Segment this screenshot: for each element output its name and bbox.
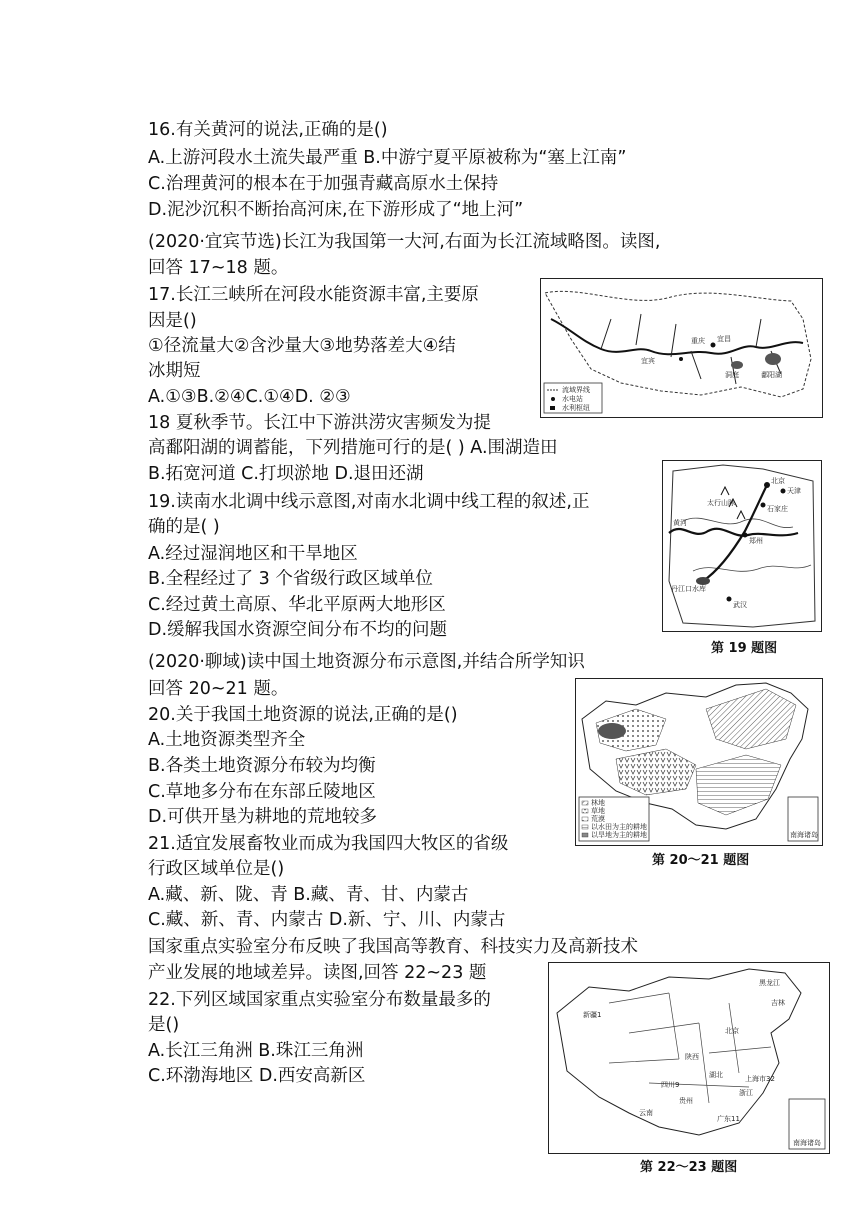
land-resources-map <box>575 678 823 846</box>
q19-option-d: D.缓解我国水资源空间分布不均的问题 <box>148 620 448 640</box>
map-label-shaanxi: 陕西 <box>685 1053 699 1061</box>
legend-paddy: 以水田为主的耕地 <box>591 823 647 831</box>
fig20-caption: 第 20～21 题图 <box>652 853 750 868</box>
map-label-danjiangkou: 丹江口水库 <box>671 585 706 593</box>
map-label-beijing: 北京 <box>771 477 785 485</box>
map-label-zhejiang: 浙江 <box>739 1089 753 1097</box>
map-label-shijiazhuang: 石家庄 <box>767 505 788 513</box>
map-label-huanghe: 黄河 <box>673 519 687 527</box>
q19-stem-line2: 确的是( ) <box>148 517 220 537</box>
q19-stem-line1: 19.读南水北调中线示意图,对南水北调中线工程的叙述,正 <box>148 492 590 512</box>
map-label-guangdong: 广东11 <box>717 1115 740 1123</box>
q21-stem-line2: 行政区域单位是() <box>148 859 285 879</box>
legend-boundary: 流域界线 <box>562 386 590 394</box>
q21-stem-line1: 21.适宜发展畜牧业而成为我国四大牧区的省级 <box>148 834 509 854</box>
q16-option-d: D.泥沙沉积不断抬高河床,在下游形成了“地上河” <box>148 200 524 220</box>
fig19-caption: 第 19 题图 <box>711 641 778 656</box>
map-label-yichang: 宜昌 <box>717 335 731 343</box>
q20-option-c: C.草地多分布在东部丘陵地区 <box>148 782 376 802</box>
map-label-poyang: 鄱阳湖 <box>761 371 782 379</box>
map-label-jilin: 吉林 <box>771 999 785 1007</box>
map-label-zhengzhou: 郑州 <box>749 537 763 545</box>
q17-stem-line1: 17.长江三峡所在河段水能资源丰富,主要原 <box>148 285 479 305</box>
q20-stem: 20.关于我国土地资源的说法,正确的是() <box>148 705 458 725</box>
q19-option-c: C.经过黄土高原、华北平原两大地形区 <box>148 595 446 615</box>
map-label-shanghai: 上海市32 <box>745 1075 775 1083</box>
inset-label: 南海诸岛 <box>793 1139 821 1147</box>
map-label-sichuan: 四川9 <box>661 1081 680 1089</box>
key-labs-map <box>548 962 830 1154</box>
legend-hub: 水利枢纽 <box>562 404 590 412</box>
q18-stem-line1: 18 夏秋季节。长江中下游洪涝灾害频发为提 <box>148 413 491 433</box>
map-label-dongting: 洞庭 <box>725 371 739 379</box>
q20-option-d: D.可供开垦为耕地的荒地较多 <box>148 807 378 827</box>
q22-stem-line2: 是() <box>148 1015 180 1035</box>
intro-20-21-line2: 回答 20~21 题。 <box>148 679 289 699</box>
q17-options-line2: 冰期短 <box>148 361 201 381</box>
intro-20-21-line1: (2020·聊域)读中国土地资源分布示意图,并结合所学知识 <box>148 652 585 672</box>
map-label-xinjiang: 新疆1 <box>583 1011 602 1019</box>
intro-17-18-line1: (2020·宜宾节选)长江为我国第一大河,右面为长江流域略图。读图, <box>148 232 661 252</box>
yangtze-basin-map <box>540 278 823 418</box>
legend-forest: 林地 <box>591 799 605 807</box>
map-label-chongqing: 重庆 <box>691 337 705 345</box>
legend-grassland: 草地 <box>591 807 605 815</box>
map-label-guizhou: 贵州 <box>679 1097 693 1105</box>
q16-stem: 16.有关黄河的说法,正确的是() <box>148 120 388 140</box>
map-label-hubei: 湖北 <box>709 1071 723 1079</box>
q18-stem-line2: 高鄱阳湖的调蓄能，下列措施可行的是( ) A.围湖造田 <box>148 438 558 458</box>
q16-option-c: C.治理黄河的根本在于加强青藏高原水土保持 <box>148 174 499 194</box>
q17-choices: A.①③B.②④C.①④D. ②③ <box>148 387 351 407</box>
map-label-taihang: 太行山脉 <box>707 499 735 507</box>
q22-options-ab: A.长江三角洲 B.珠江三角洲 <box>148 1041 364 1061</box>
q19-option-a: A.经过湿润地区和干旱地区 <box>148 544 358 564</box>
map-label-wuhan: 武汉 <box>733 601 747 609</box>
q17-options-line1: ①径流量大②含沙量大③地势落差大④结 <box>148 336 456 356</box>
intro-22-23-line2: 产业发展的地域差异。读图,回答 22~23 题 <box>148 963 487 983</box>
map-label-beijing: 北京 <box>725 1027 739 1035</box>
q18-choices: B.拓宽河道 C.打坝淤地 D.退田还湖 <box>148 464 424 484</box>
water-transfer-map <box>662 460 822 632</box>
q21-options-cd: C.藏、新、青、内蒙古 D.新、宁、川、内蒙古 <box>148 910 506 930</box>
intro-22-23-line1: 国家重点实验室分布反映了我国高等教育、科技实力及高新技术 <box>148 937 638 957</box>
intro-17-18-line2: 回答 17~18 题。 <box>148 258 289 278</box>
legend-hydropower: 水电站 <box>562 395 583 403</box>
q22-stem-line1: 22.下列区域国家重点实验室分布数量最多的 <box>148 990 491 1010</box>
map-label-yunnan: 云南 <box>639 1109 653 1117</box>
q16-options-ab: A.上游河段水土流失最严重 B.中游宁夏平原被称为“塞上江南” <box>148 148 627 168</box>
q21-options-ab: A.藏、新、陇、青 B.藏、青、甘、内蒙古 <box>148 885 469 905</box>
q17-stem-line2: 因是() <box>148 311 197 331</box>
inset-label: 南海诸岛 <box>790 831 818 839</box>
legend-dryland: 以旱地为主的耕地 <box>591 831 647 839</box>
legend-desert: 荒漠 <box>591 815 605 823</box>
fig22-caption: 第 22～23 题图 <box>640 1160 738 1175</box>
map-label-tianjin: 天津 <box>787 487 801 495</box>
q20-option-b: B.各类土地资源分布较为均衡 <box>148 756 376 776</box>
map-label-yibin: 宜宾 <box>641 357 655 365</box>
map-label-heilongjiang: 黑龙江 <box>759 979 780 987</box>
q19-option-b: B.全程经过了 3 个省级行政区域单位 <box>148 569 433 589</box>
q20-option-a: A.土地资源类型齐全 <box>148 730 306 750</box>
q22-options-cd: C.环渤海地区 D.西安高新区 <box>148 1066 366 1086</box>
